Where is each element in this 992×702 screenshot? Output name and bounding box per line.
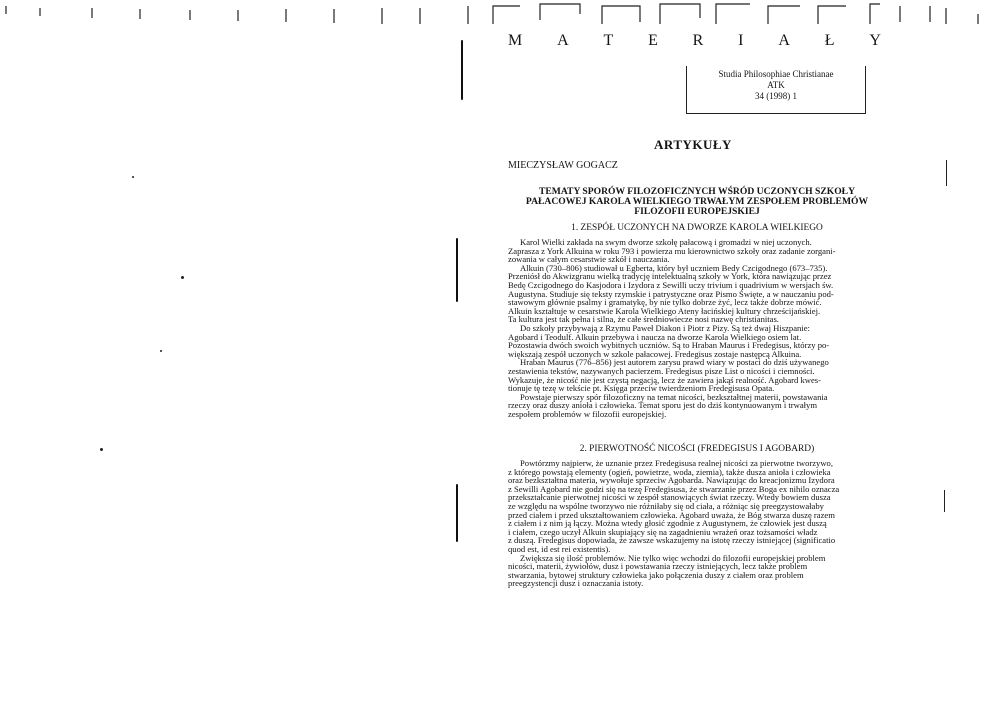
- journal-info-box: [686, 66, 866, 114]
- text-line: preegzystencji dusz i oznaczania istoty.: [508, 578, 644, 589]
- text-line: zowania w całym cesarstwie szkół i nauczania.: [508, 254, 670, 265]
- scan-mark: [944, 490, 945, 512]
- title-line: TEMATY SPORÓW FILOZOFICZNYCH WŚRÓD UCZONYCH SZKOŁY: [538, 186, 855, 197]
- text-line: Powtórzmy najpierw, że uznanie przez Fredegisusa realnej nicości za pierwotne tworzywo,: [520, 458, 833, 468]
- scan-mark: [946, 160, 947, 186]
- text-line: Alkuin (730–806) studiował u Egberta, który był uczniem Bedy Czcigodnego (673–735).: [520, 262, 828, 273]
- text-line: z którego powstają elementy (ogień, powietrze, woda, ziemia), także dusza anioła i człowieka: [508, 466, 831, 477]
- scan-mark: [456, 238, 458, 302]
- text-line: stawowym głównie psalmy i gramatykę, by nie tylko dobrze żyć, lecz także dobrze mówić.: [508, 297, 822, 308]
- text-line: rzeczy oraz duszy anioła i człowieka. Temat sporu jest do dziś kontynuowanym i trwałym: [508, 400, 818, 411]
- speck: [181, 276, 184, 279]
- scan-mark: [461, 40, 463, 100]
- text-line: i ciałem, czego uczył Alkuin skupiający się na zagadnieniu wrażeń oraz tożsamości władz: [508, 526, 818, 537]
- text-line: zespołem problemów w filozofii europejskiej.: [508, 408, 667, 419]
- text-line: Bedę Czcigodnego do Kasjodora i Izydora z Sewilli uczy trivium i quadrivium w wersjach św.: [508, 279, 834, 290]
- title-line: PAŁACOWEJ KAROLA WIELKIEGO TRWAŁYM ZESPOŁEM PROBLEMÓW: [525, 196, 869, 207]
- header-letter: M: [508, 32, 524, 49]
- text-line: Przeniósł do Akwizgranu wielką tradycję intelektualną szkoły w York, która nawiązując przez: [508, 271, 832, 282]
- title-line: FILOZOFII EUROPEJSKIEJ: [634, 206, 760, 217]
- text-line: Ta kultura jest tak pełna i silna, że całe średniowiecze nosi nazwę christianitas.: [508, 314, 779, 325]
- text-line: stwarzania, bytowej struktury człowieka jako połączenia duszy z ciałem oraz problem: [508, 569, 804, 580]
- author-name: MIECZYSŁAW GOGACZ: [508, 160, 618, 171]
- text-line: Karol Wielki zakłada na swym dworze szkołę pałacową i gromadzi w niej uczonych.: [520, 237, 812, 247]
- journal-publisher: ATK: [767, 80, 785, 90]
- text-line: z duszą. Fredegisus dopowiada, że zawsze wskazujemy na istotę rzeczy istniejącej (significatio: [508, 535, 836, 546]
- header-letter: Ł: [824, 32, 836, 49]
- page-edge-marks: [0, 0, 992, 30]
- text-line: Zaprasza z York Alkuina w roku 793 i powierza mu kierownictwo szkoły oraz zadanie zorgani-: [508, 245, 836, 256]
- header-letter: R: [692, 32, 705, 49]
- text-line: oraz bezkształtna materia, wywołuje sprzeciw Agobarda. Nawiązując do kreacjonizmu Izydora: [508, 475, 835, 486]
- header-letter: Y: [869, 32, 882, 49]
- header-letter: A: [557, 32, 570, 49]
- text-line: tionuje tę tezę w tekście pt. Księga przeciw twierdzeniom Fredegisusa Opata.: [508, 383, 775, 394]
- heading-section-1: 1. ZESPÓŁ UCZONYCH NA DWORZE KAROLA WIELKIEGO: [571, 223, 823, 233]
- text-line: nicości, materii, żywiołów, dusz i powstawania rzeczy istniejących, lecz także problem: [508, 561, 808, 572]
- text-line: Hraban Maurus (776–856) jest autorem zarysu prawd wiary w postaci do dziś używanego: [520, 357, 829, 368]
- text-line: Do szkoły przybywają z Rzymu Paweł Diakon i Piotr z Pizy. Są też dwaj Hiszpanie:: [520, 322, 810, 333]
- section-title: ARTYKUŁY: [654, 137, 732, 152]
- text-line: przed ciałem i przed ukształtowaniem człowieka. Agobard uważa, że Bóg stwarza duszę razem: [508, 509, 835, 520]
- section-2-text: [508, 459, 886, 588]
- section-1-text: [508, 238, 886, 418]
- speck: [132, 176, 134, 178]
- header-letter: T: [603, 32, 615, 49]
- text-line: z Sewilli Agobard nie godzi się na tezę Fredegisusa, że stwarzanie przez Boga ex nihilo oznacza: [508, 483, 840, 494]
- journal-name: Studia Philosophiae Christianae: [718, 69, 834, 79]
- series-header: [508, 32, 882, 54]
- journal-issue: 34 (1998) 1: [755, 91, 797, 101]
- speck: [160, 350, 162, 352]
- speck: [100, 448, 103, 451]
- header-letter: A: [778, 32, 791, 49]
- text-line: Powstaje pierwszy spór filozoficzny na temat nicości, bezkształtnej materii, powstawania: [520, 391, 828, 402]
- text-line: Zwiększa się ilość problemów. Nie tylko więc wchodzi do filozofii europejskiej problem: [520, 552, 826, 563]
- text-line: Wykazuje, że nicość nie jest czystą negacją, lecz że zawiera jakąś realność. Agobard kwes-: [508, 374, 821, 385]
- text-line: przekształcanie pierwotnej nicości w zespół stanowiących świat rzeczy. Wtedy bowiem dusza: [508, 492, 831, 503]
- text-line: większają zespół uczonych w szkole pałacowej. Fredegisus zostaje następcą Alkuina.: [508, 348, 802, 359]
- text-line: Augustyna. Studiuje się teksty rzymskie i patrystyczne oraz Pismo Święte, a w nauczaniu pod-: [508, 288, 834, 299]
- text-line: zestawienia tekstów, nazywanych pacierzem. Fredegisus pisze List o nicości i ciemności.: [508, 365, 815, 376]
- text-line: quod est, id est rei existentis).: [508, 543, 611, 554]
- scan-mark: [456, 484, 458, 542]
- header-letter: I: [738, 32, 745, 49]
- text-line: z ciałem i z nim ją łączy. Można wtedy głosić zgodnie z Augustynem, że człowiek jest duszą: [508, 518, 827, 529]
- text-line: Agobard i Teodulf. Alkuin przebywa i naucza na dworze Karola Wielkiego osiem lat.: [508, 331, 802, 342]
- text-line: Pozostawia dwóch swoich wybitnych uczniów. Są to Hraban Maurus i Fredegisus, którzy po-: [508, 340, 830, 351]
- heading-section-2: 2. PIERWOTNOŚĆ NICOŚCI (FREDEGISUS I AGOBARD): [579, 444, 815, 454]
- article-title: [512, 187, 882, 217]
- header-letter: E: [648, 32, 659, 49]
- text-line: Alkuin kształtuje w cesarstwie Karola Wielkiego Ateny łacińskiej kultury chrześcijańskiej.: [508, 305, 821, 316]
- text-line: ze względu na wspólne tworzywo nie różniłaby się od ciała, a różniąc się preegzystowałaby: [508, 500, 824, 511]
